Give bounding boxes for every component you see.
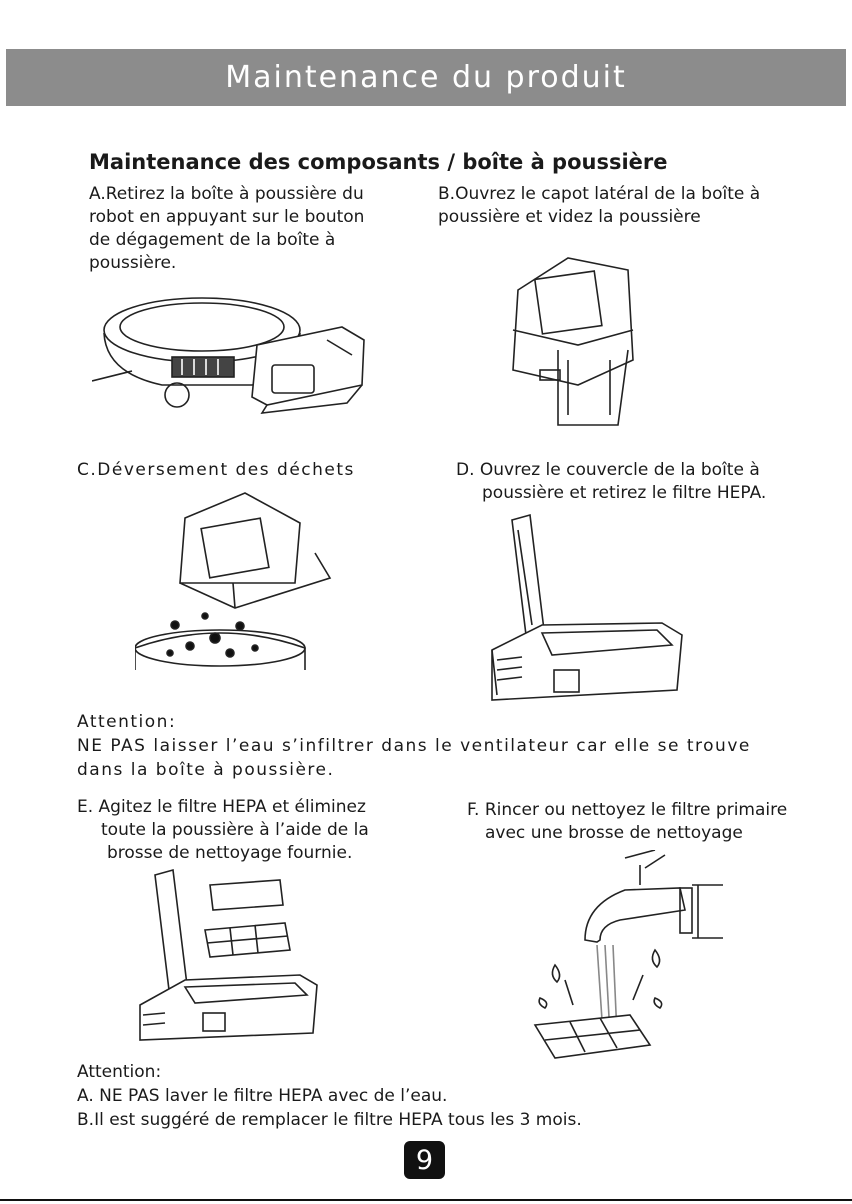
dustbin-side-cover-open-illustration: [498, 250, 648, 430]
step-f-text: F. Rincer ou nettoyez le filtre primaire avec une brosse de nettoyage: [467, 800, 788, 843]
primary-filter-rinsing-illustration: [525, 850, 725, 1065]
hepa-filter-shaking-illustration: [135, 865, 325, 1045]
section-title: Maintenance des composants / boîte à poussière: [89, 150, 668, 174]
dustbin-emptying-illustration: [135, 488, 335, 670]
step-c-text: C.Déversement des déchets: [77, 460, 355, 480]
footer-divider: [0, 1199, 852, 1201]
step-d-text: D. Ouvrez le couvercle de la boîte à poussière et retirez le filtre HEPA.: [456, 460, 767, 503]
attention-water-warning: Attention: NE PAS laisser l’eau s’infiltrer dans le ventilateur car elle se trouve dans la boîte à poussière.: [77, 712, 751, 780]
robot-dustbin-removal-illustration: [92, 285, 392, 425]
page-title: Maintenance du produit: [225, 60, 627, 95]
step-b-text: B.Ouvrez le capot latéral de la boîte à poussière et videz la poussière: [438, 184, 761, 227]
step-e-text: E. Agitez le filtre HEPA et éliminez toute la poussière à l’aide de la brosse de nettoyage fournie.: [77, 797, 369, 863]
page-header: [6, 49, 846, 106]
page-number: 9: [404, 1141, 445, 1179]
attention-hepa-warning: Attention: A. NE PAS laver le filtre HEPA avec de l’eau. B.Il est suggéré de remplacer le filtre HEPA tous les 3 mois.: [77, 1062, 582, 1130]
hepa-filter-removal-illustration: [482, 505, 687, 710]
step-a-text: A.Retirez la boîte à poussière du robot en appuyant sur le bouton de dégagement de la boîte à poussière.: [89, 184, 365, 273]
